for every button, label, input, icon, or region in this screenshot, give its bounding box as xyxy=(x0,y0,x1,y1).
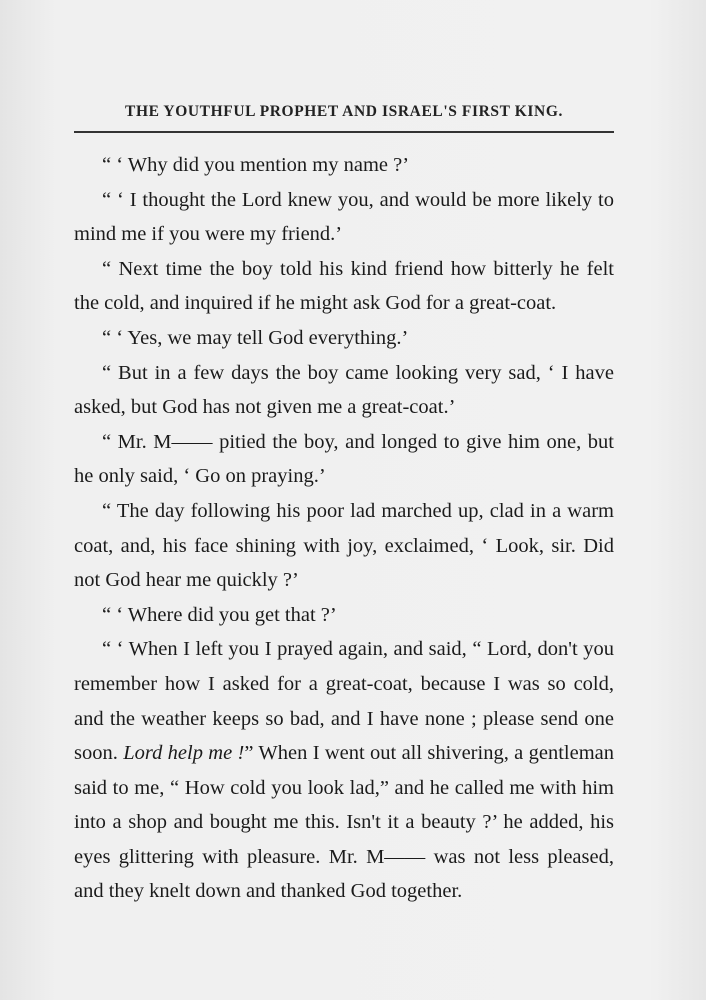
running-title: THE YOUTHFUL PROPHET AND ISRAEL'S FIRST KING. xyxy=(125,103,563,120)
italic-exclamation: Lord help me ! xyxy=(123,742,245,765)
paragraph xyxy=(74,632,614,909)
paragraph: “ The day following his poor lad marched up, clad in a warm coat, and, his face shining with joy, exclaimed, ‘ Look, sir. Did not God hear me quickly ?’ xyxy=(74,499,614,592)
paragraph: “ Next time the boy told his kind friend how bitterly he felt the cold, and inquired if he might ask God for a great-coat. xyxy=(74,257,614,315)
paragraph: “ But in a few days the boy came looking very sad, ‘ I have asked, but God has not given me a great-coat.’ xyxy=(74,361,614,419)
paragraph-text: “ ‘ When I left you I prayed again, and said, “ Lord, don't you remember how I asked for a great-coat, because I was so cold, and the weather keeps so bad, and I have none ; please send one soon. xyxy=(74,638,614,765)
paragraph: “ Mr. M—— pitied the boy, and longed to give him one, but he only said, ‘ Go on praying.’ xyxy=(74,430,614,488)
paragraph-text: ” When I went out all shivering, a gentleman said to me, “ How cold you look lad,” and he called me with him into a shop and bought me this. Isn't it a beauty ?’ he added, his eyes glittering with pleasure. Mr. M—— was not less pleased, and they knelt down and thanked God together. xyxy=(74,742,614,903)
header-rule xyxy=(74,131,614,133)
paragraph: “ ‘ Why did you mention my name ?’ xyxy=(102,154,410,176)
paragraph: “ ‘ Where did you get that ?’ xyxy=(102,603,337,626)
paragraph: “ ‘ I thought the Lord knew you, and would be more likely to mind me if you were my friend.’ xyxy=(74,188,614,246)
body-text xyxy=(74,148,614,909)
paragraph: “ ‘ Yes, we may tell God everything.’ xyxy=(102,326,409,349)
